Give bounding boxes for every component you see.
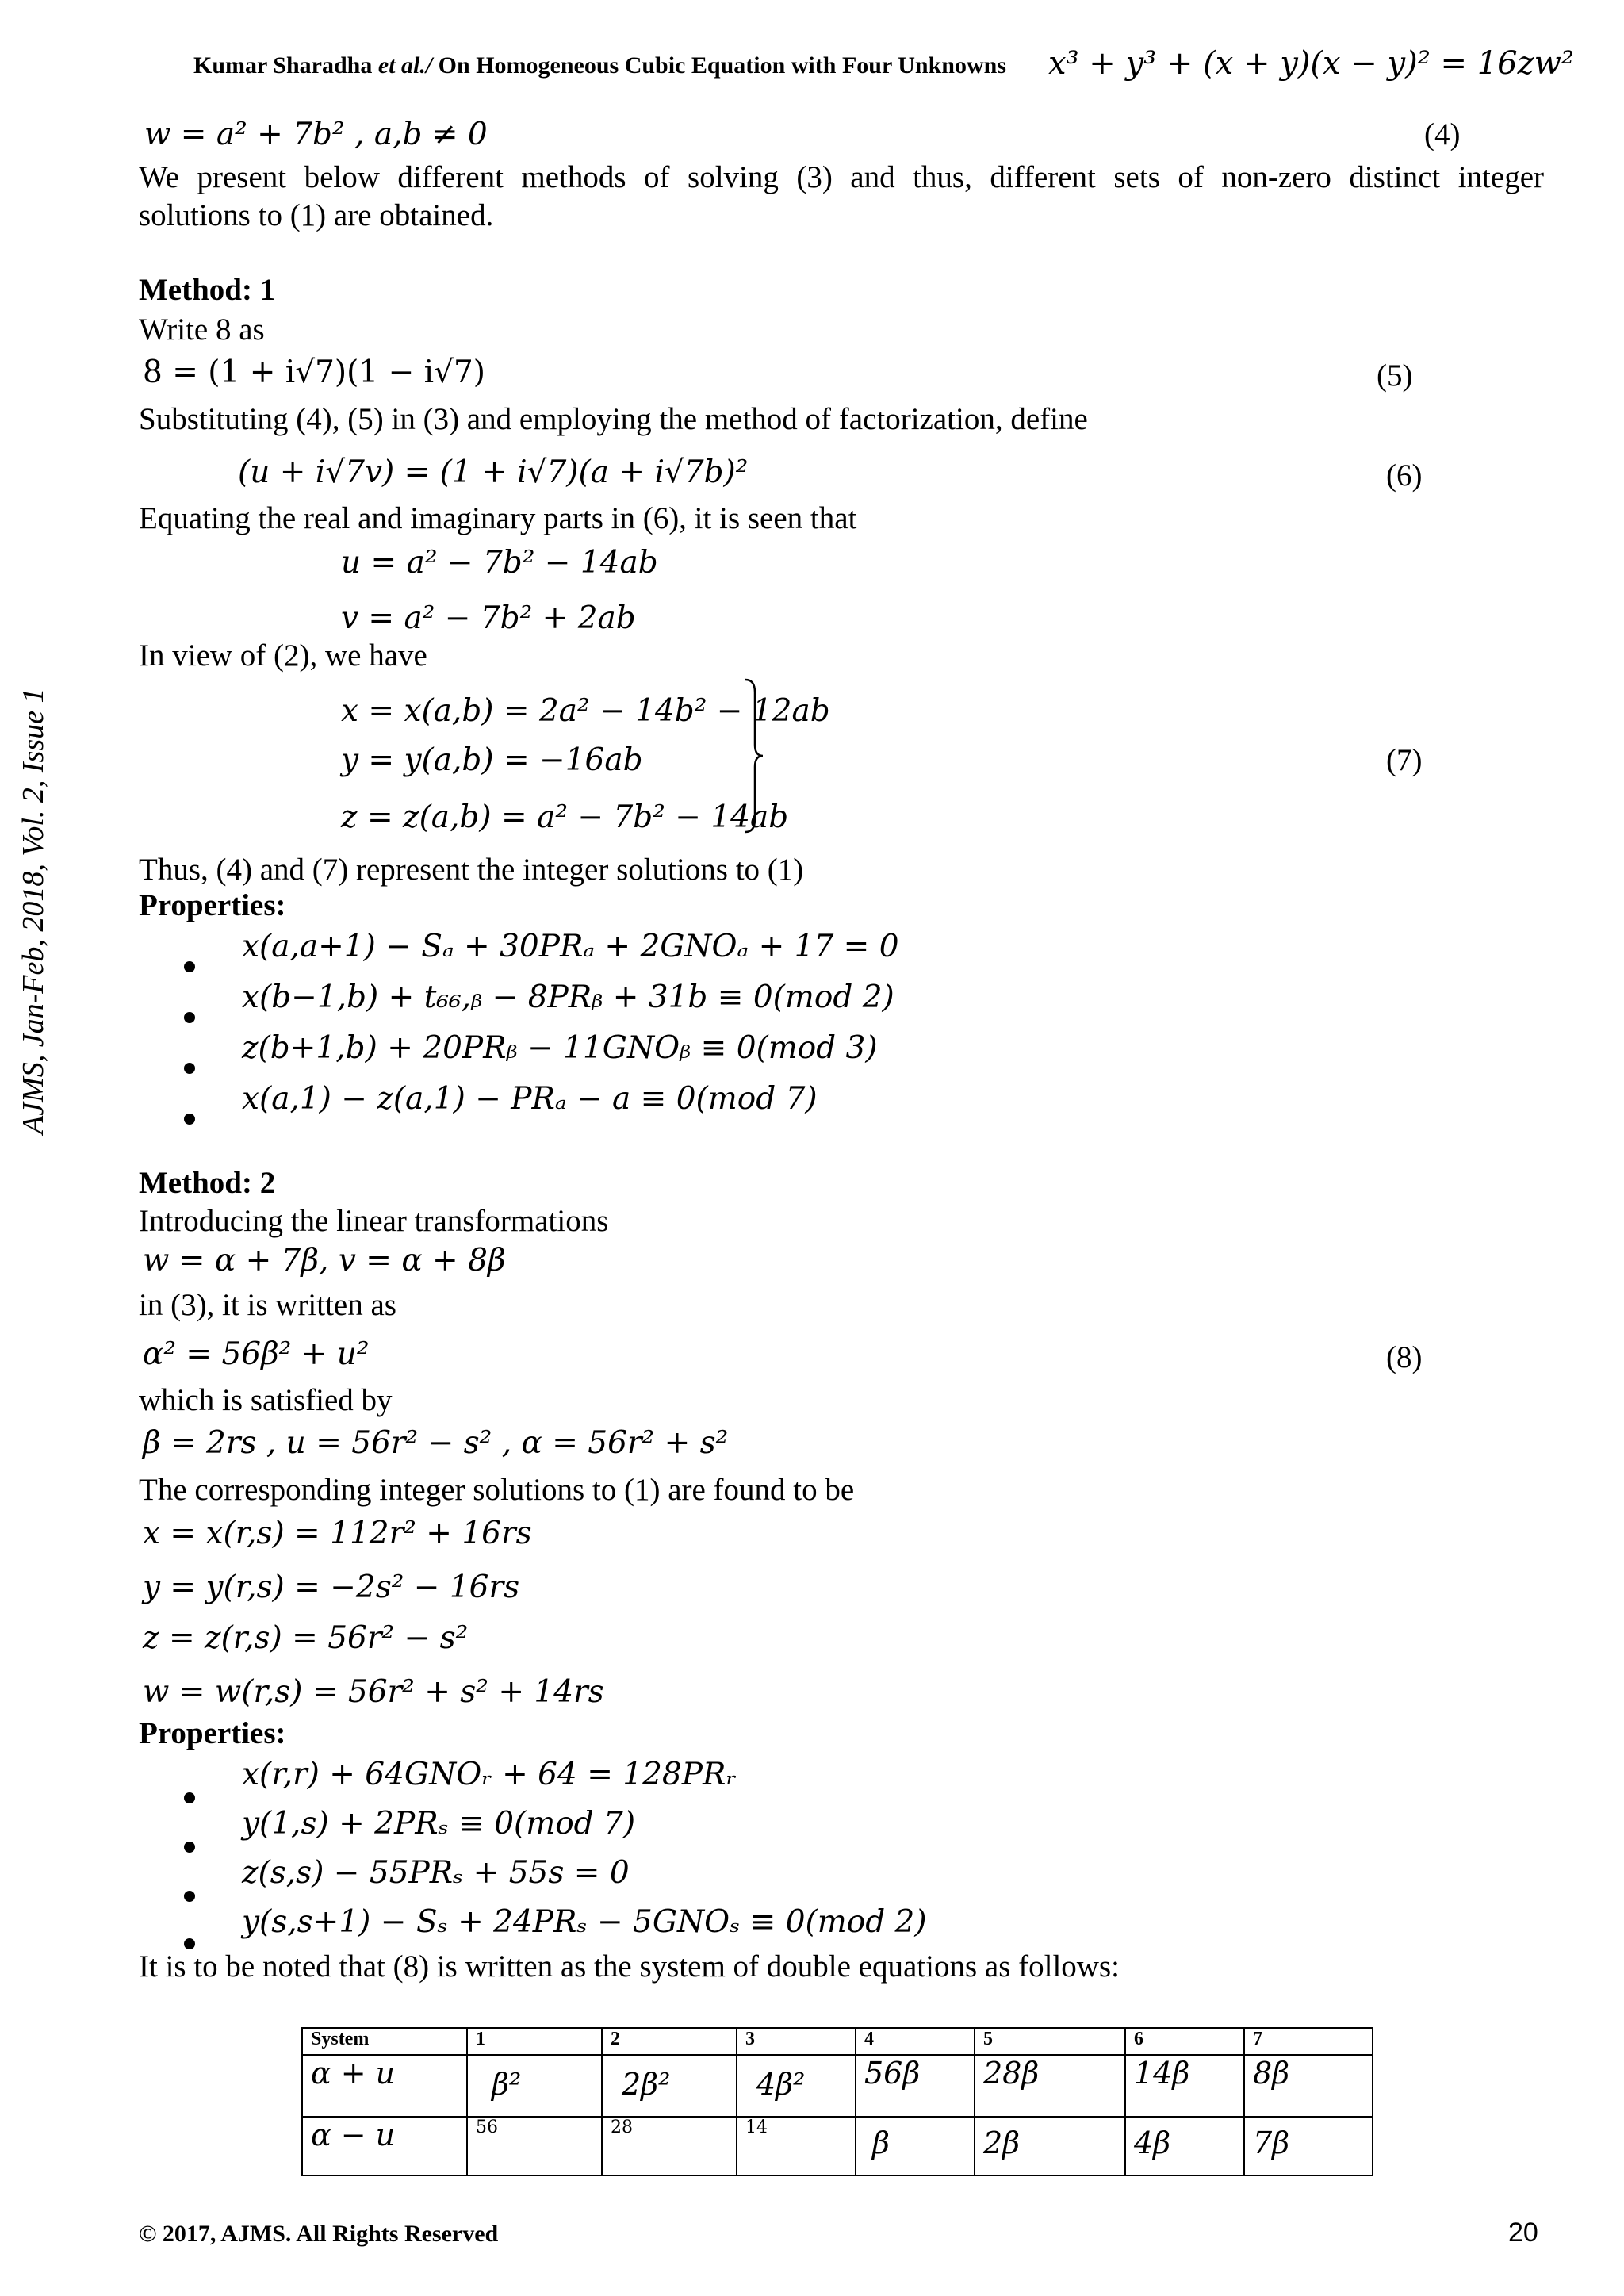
table-header-cell: 1 (467, 2028, 602, 2055)
table-row (302, 2117, 1373, 2175)
method-2-satisfied: which is satisfied by (139, 1383, 393, 1417)
method-1-write-8: Write 8 as (139, 312, 265, 347)
method-1-v-equation: v = a² − 7b² + 2ab (341, 600, 636, 636)
bullet-icon (184, 961, 195, 972)
method-2-z-equation: z = z(r,s) = 56r² − s² (143, 1620, 469, 1656)
method-1-property-3: z(b+1,b) + 20PRᵦ − 11GNOᵦ ≡ 0(mod 3) (242, 1030, 878, 1066)
method-1-heading: Method: 1 (139, 273, 276, 307)
method-1-property-1: x(a,a+1) − Sₐ + 30PRₐ + 2GNOₐ + 17 = 0 (242, 929, 899, 964)
equation-number-6: (6) (1386, 458, 1423, 493)
method-1-property-4: x(a,1) − z(a,1) − PRₐ − a ≡ 0(mod 7) (242, 1081, 818, 1117)
footer-copyright: © 2017, AJMS. All Rights Reserved (139, 2221, 499, 2247)
table-header-cell: System (302, 2028, 467, 2055)
method-2-in-3: in (3), it is written as (139, 1288, 396, 1322)
intro-paragraph-line-1: We present below different methods of solving (3) and thus, different sets of non-zero distinct integer (139, 160, 1544, 194)
header-equation: x³ + y³ + (x + y)(x − y)² = 16zw² (1048, 45, 1574, 82)
equation-number-4: (4) (1424, 117, 1461, 151)
method-2-properties-heading: Properties: (139, 1716, 286, 1750)
table-cell: 56β (856, 2055, 975, 2117)
table-cell: 2β² (602, 2055, 737, 2117)
method-1-u-equation: u = a² − 7b² − 14ab (341, 545, 658, 581)
bullet-icon (184, 1012, 195, 1023)
equation-number-8: (8) (1386, 1340, 1423, 1374)
intro-paragraph-line-2: solutions to (1) are obtained. (139, 198, 494, 232)
equation-8: α² = 56β² + u² (143, 1336, 370, 1372)
header-title-suffix: On Homogeneous Cubic Equation with Four Unknowns (432, 52, 1006, 79)
table-cell: α − u (302, 2117, 467, 2175)
table-header-cell: 6 (1125, 2028, 1244, 2055)
method-2-w-equation: w = w(r,s) = 56r² + s² + 14rs (143, 1674, 604, 1710)
method-1-z-equation: z = z(a,b) = a² − 7b² − 14ab (341, 799, 789, 835)
table-header-cell: 7 (1244, 2028, 1373, 2055)
bullet-icon (184, 1842, 195, 1853)
journal-sidebar: AJMS, Jan-Feb, 2018, Vol. 2, Issue 1 (17, 688, 50, 1134)
method-2-noted: It is to be noted that (8) is written as the system of double equations as follows: (139, 1949, 1120, 1984)
table-cell: 4β (1125, 2117, 1244, 2175)
table-cell: 14β (1125, 2055, 1244, 2117)
table-header-row (302, 2028, 1373, 2055)
method-2-property-3: z(s,s) − 55PRₛ + 55s = 0 (242, 1855, 630, 1891)
method-2-transform: w = α + 7β, v = α + 8β (143, 1243, 506, 1278)
table-cell: 7β (1244, 2117, 1373, 2175)
bullet-icon (184, 1792, 195, 1803)
method-2-intro: Introducing the linear transformations (139, 1204, 609, 1238)
table-cell: 4β² (737, 2055, 856, 2117)
table-cell: 14 (737, 2117, 856, 2175)
running-header (193, 52, 1006, 79)
method-2-solution: β = 2rs , u = 56r² − s² , α = 56r² + s² (143, 1425, 729, 1461)
right-brace-icon (744, 678, 764, 834)
bullet-icon (184, 1891, 195, 1902)
header-title-etal: et al./ (377, 52, 433, 79)
page-number: 20 (1508, 2217, 1538, 2248)
equation-number-5: (5) (1377, 358, 1413, 393)
table-cell: 56 (467, 2117, 602, 2175)
method-2-x-equation: x = x(r,s) = 112r² + 16rs (143, 1516, 532, 1551)
method-2-heading: Method: 2 (139, 1166, 276, 1200)
table-cell: 28 (602, 2117, 737, 2175)
table-row (302, 2055, 1373, 2117)
table-cell: 2β (975, 2117, 1125, 2175)
method-2-y-equation: y = y(r,s) = −2s² − 16rs (143, 1570, 520, 1605)
method-1-properties-heading: Properties: (139, 888, 286, 922)
equation-6: (u + i√7v) = (1 + i√7)(a + i√7b)² (238, 454, 749, 490)
method-1-y-equation: y = y(a,b) = −16ab (341, 742, 643, 778)
method-1-in-view: In view of (2), we have (139, 638, 427, 673)
table-cell: α + u (302, 2055, 467, 2117)
table-header-cell: 2 (602, 2028, 737, 2055)
method-1-thus: Thus, (4) and (7) represent the integer solutions to (1) (139, 853, 804, 887)
method-2-property-2: y(1,s) + 2PRₛ ≡ 0(mod 7) (242, 1806, 636, 1842)
bullet-icon (184, 1114, 195, 1125)
header-title-prefix: Kumar Sharadha (193, 52, 378, 79)
method-1-substituting: Substituting (4), (5) in (3) and employing the method of factorization, define (139, 402, 1088, 436)
equation-number-7: (7) (1386, 743, 1423, 777)
method-2-property-1: x(r,r) + 64GNOᵣ + 64 = 128PRᵣ (242, 1757, 737, 1792)
equation-4: w = a² + 7b² , a,b ≠ 0 (144, 117, 488, 152)
table-header-cell: 4 (856, 2028, 975, 2055)
table-cell: β² (467, 2055, 602, 2117)
table-cell: 28β (975, 2055, 1125, 2117)
equation-5: 8 = (1 + i√7)(1 − i√7) (143, 355, 485, 390)
table-header-cell: 5 (975, 2028, 1125, 2055)
method-2-property-4: y(s,s+1) − Sₛ + 24PRₛ − 5GNOₛ ≡ 0(mod 2) (242, 1904, 927, 1940)
method-1-equating: Equating the real and imaginary parts in (6), it is seen that (139, 501, 857, 535)
double-equations-table (301, 2027, 1373, 2176)
method-1-x-equation: x = x(a,b) = 2a² − 14b² − 12ab (341, 693, 830, 729)
table-cell: 8β (1244, 2055, 1373, 2117)
method-1-property-2: x(b−1,b) + t₆₆,ᵦ − 8PRᵦ + 31b ≡ 0(mod 2) (242, 979, 894, 1015)
bullet-icon (184, 1063, 195, 1074)
table-header-cell: 3 (737, 2028, 856, 2055)
method-2-corresponding: The corresponding integer solutions to (1) are found to be (139, 1473, 855, 1507)
table-cell: β (856, 2117, 975, 2175)
